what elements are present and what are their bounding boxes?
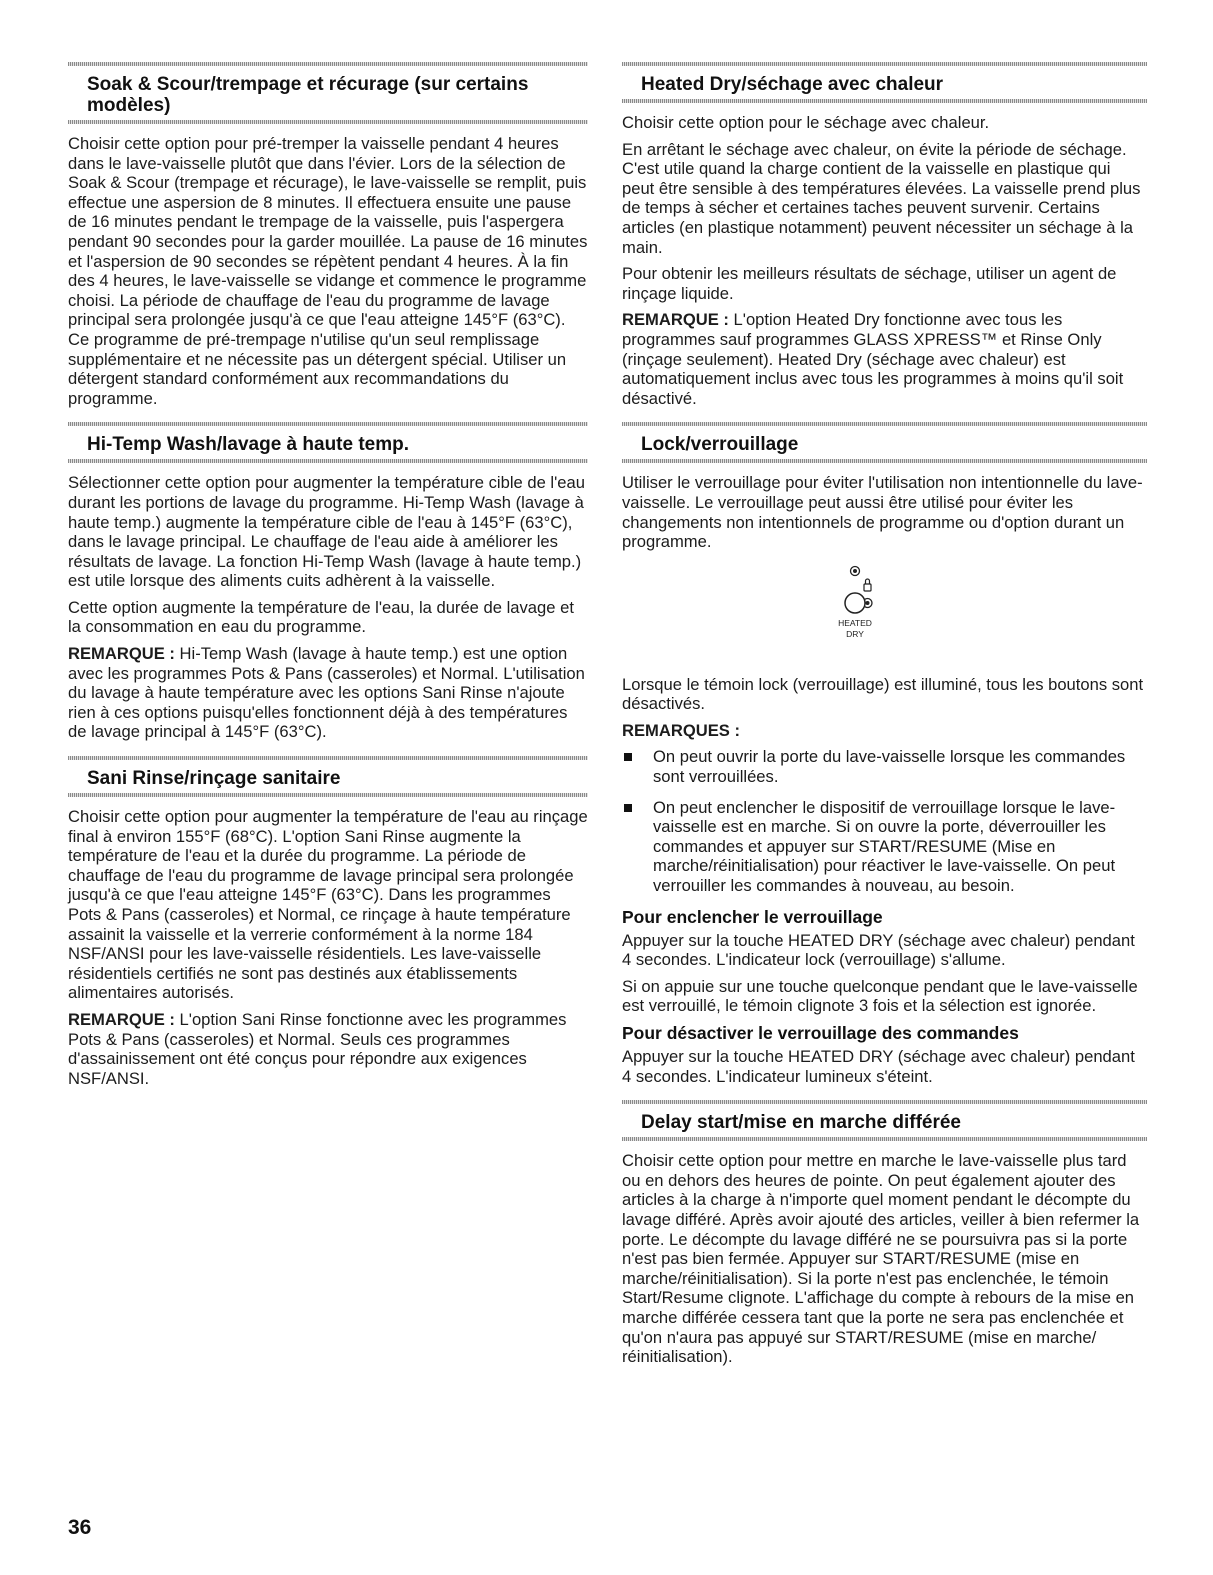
heated-dry-paragraph-2: En arrêtant le séchage avec chaleur, on évite la période de séchage. C'est utile quand la charge contient de la vaisselle en plastique qui peut être sensible à des températures élevées. La vaisselle prend plus de temps à sécher et certaines taches peuvent survenir. Certains articles (en plastique notamment) peuvent nécessiter un séchage à la main. — [622, 139, 1141, 257]
lock-paragraph-2: Lorsque le témoin lock (verrouillage) est illuminé, tous les boutons sont désactivés. — [622, 674, 1144, 714]
heated-dry-title: Heated Dry/séchage avec chaleur — [641, 74, 944, 95]
list-item-text: On peut enclencher le dispositif de verrouillage lorsque le lave-vaisselle est en marche. Si on ouvre la porte, déverrouiller les commandes et appuyer sur START/RESUME (Mise en marche/réinitialisation) pour réactiver le lave-vaisselle. On peut verrouiller les commandes à nouveau, au besoin. — [653, 797, 1116, 896]
note-label: REMARQUE : — [68, 644, 175, 664]
right-column — [622, 62, 1147, 1381]
sani-rinse-note — [68, 1010, 588, 1088]
heated-dry-button-icon — [845, 593, 865, 613]
note-label: REMARQUE : — [622, 310, 729, 330]
page-number: 36 — [68, 1516, 92, 1539]
section-heading — [622, 62, 1147, 103]
lock-icon — [864, 584, 871, 591]
soak-scour-paragraph: Choisir cette option pour pré-tremper la vaisselle pendant 4 heures dans le lave-vaisselle plutôt que dans l'évier. Lors de la sélection de Soak & Scour (trempage et récurage), le lave-vaisselle se remplit, puis effectue une aspersion de 8 minutes. Il effectuera ensuite une pause de 16 minutes pendant le trempage de la vaisselle, puis l'aspergera pendant 90 secondes pour la garder mouillée. La pause de 16 minutes et l'aspersion de 90 secondes se répètent pendant 4 heures. À la fin des 4 heures, le lave-vaisselle se vidange et commence le programme choisi. La période de chauffage de l'eau du programme de lavage principal sera prolongée jusqu'à ce que l'eau atteigne 145°F (63°C). Ce programme de pré-trempage n'utilise qu'un seul remplissage supplémentaire et ne nécessite pas un détergent spécial. Utiliser un détergent standard conformément aux recommandations du programme. — [68, 134, 588, 408]
section-heading — [622, 1100, 1147, 1141]
dry-label: DRY — [846, 628, 864, 639]
sani-rinse-section — [68, 756, 588, 1088]
enable-lock-paragraph-2: Si on appuie sur une touche quelconque pendant que le lave-vaisselle est verrouillé, le témoin clignote 3 fois et la sélection est ignorée. — [622, 976, 1138, 1016]
heated-dry-paragraph-3: Pour obtenir les meilleurs résultats de séchage, utiliser un agent de rinçage liquide. — [622, 264, 1117, 303]
lock-section — [622, 422, 1147, 1086]
delay-start-section — [622, 1100, 1147, 1367]
hi-temp-wash-paragraph: Sélectionner cette option pour augmenter la température cible de l'eau durant les portions de lavage du programme. Hi-Temp Wash (lavage à haute temp.) augmente la température cible de l'eau à 145°F (63°C), dans le lavage principal. Le chauffage de l'eau aide à améliorer les résultats de lavage. La fonction Hi-Temp Wash (lavage à haute temp.) est utile lorsque des aliments cuits adhèrent à la vaisselle. — [68, 473, 585, 591]
heated-dry-button-illustration — [622, 559, 1147, 671]
note-text: Hi-Temp Wash (lavage à haute temp.) est une option avec les programmes Pots & Pans (casseroles) et Normal. L'utilisation du lavage à haute température avec les options Sani Rinse n'ajoute rien à ces options puisqu'elles fonctionnent déjà à des températures de lavage principal à 145°F (63°C). — [68, 644, 585, 742]
remarques-label: REMARQUES : — [622, 720, 741, 740]
delay-start-title: Delay start/mise en marche différée — [641, 1112, 961, 1134]
sani-rinse-paragraph: Choisir cette option pour augmenter la température de l'eau au rinçage final à environ 155°F (68°C). L'option Sani Rinse augmente la température de l'eau et la durée du programme. La période de chauffage de l'eau du programme de lavage principal sera prolongée jusqu'à ce que l'eau atteigne 145°F (63°C). Dans les programmes Pots & Pans (casseroles) et Normal, ce rinçage à haute température assainit la vaisselle et la verrerie conformément à la norme 184 NSF/ANSI pour les lave-vaisselle résidentiels. Les lave-vaisselle résidentiels certifiés ne sont pas destinés aux établissements alimentaires autorisés. — [68, 807, 588, 1003]
left-column — [68, 62, 588, 1102]
hi-temp-wash-paragraph-2: Cette option augmente la température de l'eau, la durée de lavage et la consommation en eau du programme. — [68, 597, 574, 637]
section-heading — [68, 62, 588, 124]
list-item — [622, 798, 1147, 896]
disable-lock-subheading: Pour désactiver le verrouillage des commandes — [622, 1023, 1019, 1043]
section-heading — [68, 422, 588, 463]
enable-lock-subheading: Pour enclencher le verrouillage — [622, 906, 883, 927]
disable-lock-paragraph: Appuyer sur la touche HEATED DRY (séchage avec chaleur) pendant 4 secondes. L'indicateur lumineux s'éteint. — [622, 1047, 1135, 1086]
note-text: L'option Heated Dry fonctionne avec tous les programmes sauf programmes GLASS XPRESS™ et Rinse Only (rinçage seulement). Heated Dry (séchage avec chaleur) est automatiquement inclus avec tous les programmes à moins qu'il soit désactivé. — [622, 310, 1124, 408]
hi-temp-wash-title: Hi-Temp Wash/lavage à haute temp. — [87, 434, 410, 456]
lock-paragraph: Utiliser le verrouillage pour éviter l'utilisation non intentionnelle du lave-vaisselle. Le verrouillage peut aussi être utilisé pour éviter les changements non intentionnels de programme ou d'option durant un programme. — [622, 473, 1143, 552]
heated-dry-note — [622, 310, 1147, 408]
sani-rinse-title: Sani Rinse/rinçage sanitaire — [87, 768, 341, 790]
soak-scour-title: Soak & Scour/trempage et récurage (sur certains modèles) — [87, 74, 529, 116]
list-item-text: On peut ouvrir la porte du lave-vaisselle lorsque les commandes sont verrouillées. — [653, 747, 1126, 787]
heated-label: HEATED — [838, 617, 872, 628]
heated-dry-section — [622, 62, 1147, 408]
note-text: L'option Sani Rinse fonctionne avec les programmes Pots & Pans (casseroles) et Normal. Seuls ces programmes d'assainissement ont été conçus pour répondre aux exigences NSF/ANSI. — [68, 1009, 567, 1088]
delay-start-paragraph: Choisir cette option pour mettre en marche le lave-vaisselle plus tard ou en dehors des heures de pointe. On peut également ajouter des articles à la charge à n'importe quel moment pendant le décompte du lavage différé. Après avoir ajouté des articles, veiller à bien refermer la porte. Le décompte du lavage différé ne se poursuivra pas si la porte n'est pas bien fermée. Appuyer sur START/RESUME (mise en marche/réinitialisation). Si la porte n'est pas enclenchée, le témoin Start/Resume clignote. L'affichage du compte à rebours de la mise en marche différée cessera tant que la porte ne sera pas enclenchée et qu'on n'aura pas appuyé sur START/RESUME (mise en marche/ réinitialisation). — [622, 1151, 1140, 1367]
note-label: REMARQUE : — [68, 1009, 175, 1029]
enable-lock-paragraph-1: Appuyer sur la touche HEATED DRY (séchage avec chaleur) pendant 4 secondes. L'indicateur lock (verrouillage) s'allume. — [622, 930, 1135, 970]
bullet-square-icon — [624, 753, 632, 761]
hi-temp-wash-section — [68, 422, 588, 742]
list-item — [622, 747, 1147, 786]
bullet-square-icon — [624, 804, 632, 812]
section-heading — [622, 422, 1147, 463]
heated-dry-paragraph-1: Choisir cette option pour le séchage avec chaleur. — [622, 113, 990, 132]
section-heading — [68, 756, 588, 797]
soak-scour-section — [68, 62, 588, 408]
hi-temp-wash-note — [68, 644, 588, 742]
heated-dry-button-figure — [622, 559, 1147, 671]
lock-title: Lock/verrouillage — [641, 434, 799, 456]
remarques-list — [622, 747, 1147, 895]
